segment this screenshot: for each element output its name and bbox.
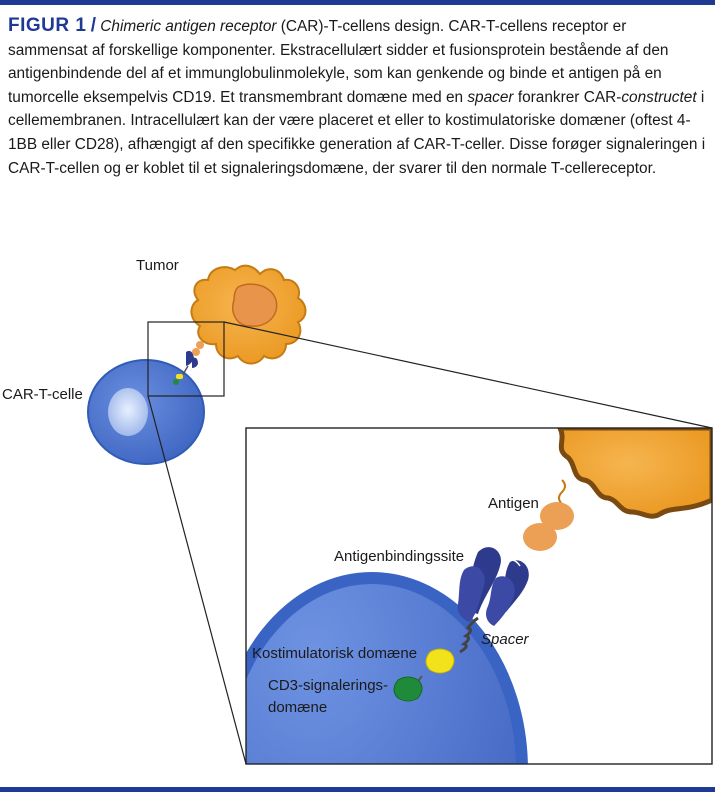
caption-run: i cellemembranen. Intracellulært kan der være placeret et eller to kostimulatoriske domæner (oftest 4-1BB eller CD28), afhængigt af den specifikke generation af CAR-T-celler. Disse forøger signaleringen i CAR-T-cellen og er koblet til et signaleringsdomæne, der svarer til den normale T-cellereceptor. bbox=[8, 88, 706, 177]
cd3-signaling-domain bbox=[394, 677, 422, 701]
costimulatory-domain bbox=[426, 649, 454, 673]
label-tumor: Tumor bbox=[136, 257, 179, 274]
caption-run: spacer bbox=[467, 88, 514, 106]
tumor-nucleus bbox=[233, 284, 277, 326]
caption-run: (CAR)-T-cellens design. CAR-T-cellens receptor er sammensat af forskellige komponenter. Ekstracellulært sidder et fusionsprotein bestående af den antigenbindende del af et immunglobulinmolekyle, som kan genkende og binde et antigen på en tumorcelle eksempelvis CD19. Et transmembrant domæne med en bbox=[8, 18, 669, 106]
figure-label: FIGUR 1 bbox=[8, 15, 87, 36]
label-cd3-line2: domæne bbox=[268, 699, 328, 716]
label-car-t-cell: CAR-T-celle bbox=[2, 386, 83, 403]
zoom-connector-top bbox=[224, 322, 712, 428]
caption-run: Chimeric antigen receptor bbox=[100, 18, 277, 35]
label-cd3-line1: CD3-signalerings- bbox=[268, 677, 389, 694]
label-spacer: Spacer bbox=[481, 631, 529, 648]
label-costim: Kostimulatorisk domæne bbox=[252, 645, 418, 662]
car-t-nucleus bbox=[108, 388, 148, 436]
bottom-rule bbox=[0, 787, 715, 792]
zoom-connector-bottom bbox=[148, 396, 246, 764]
caption-run: constructet bbox=[621, 88, 697, 106]
caption-run: forankrer CAR- bbox=[513, 88, 622, 106]
label-binding-site: Antigenbindingssite bbox=[334, 548, 465, 565]
label-antigen: Antigen bbox=[488, 495, 539, 512]
figure-label-slash: / bbox=[90, 15, 97, 36]
